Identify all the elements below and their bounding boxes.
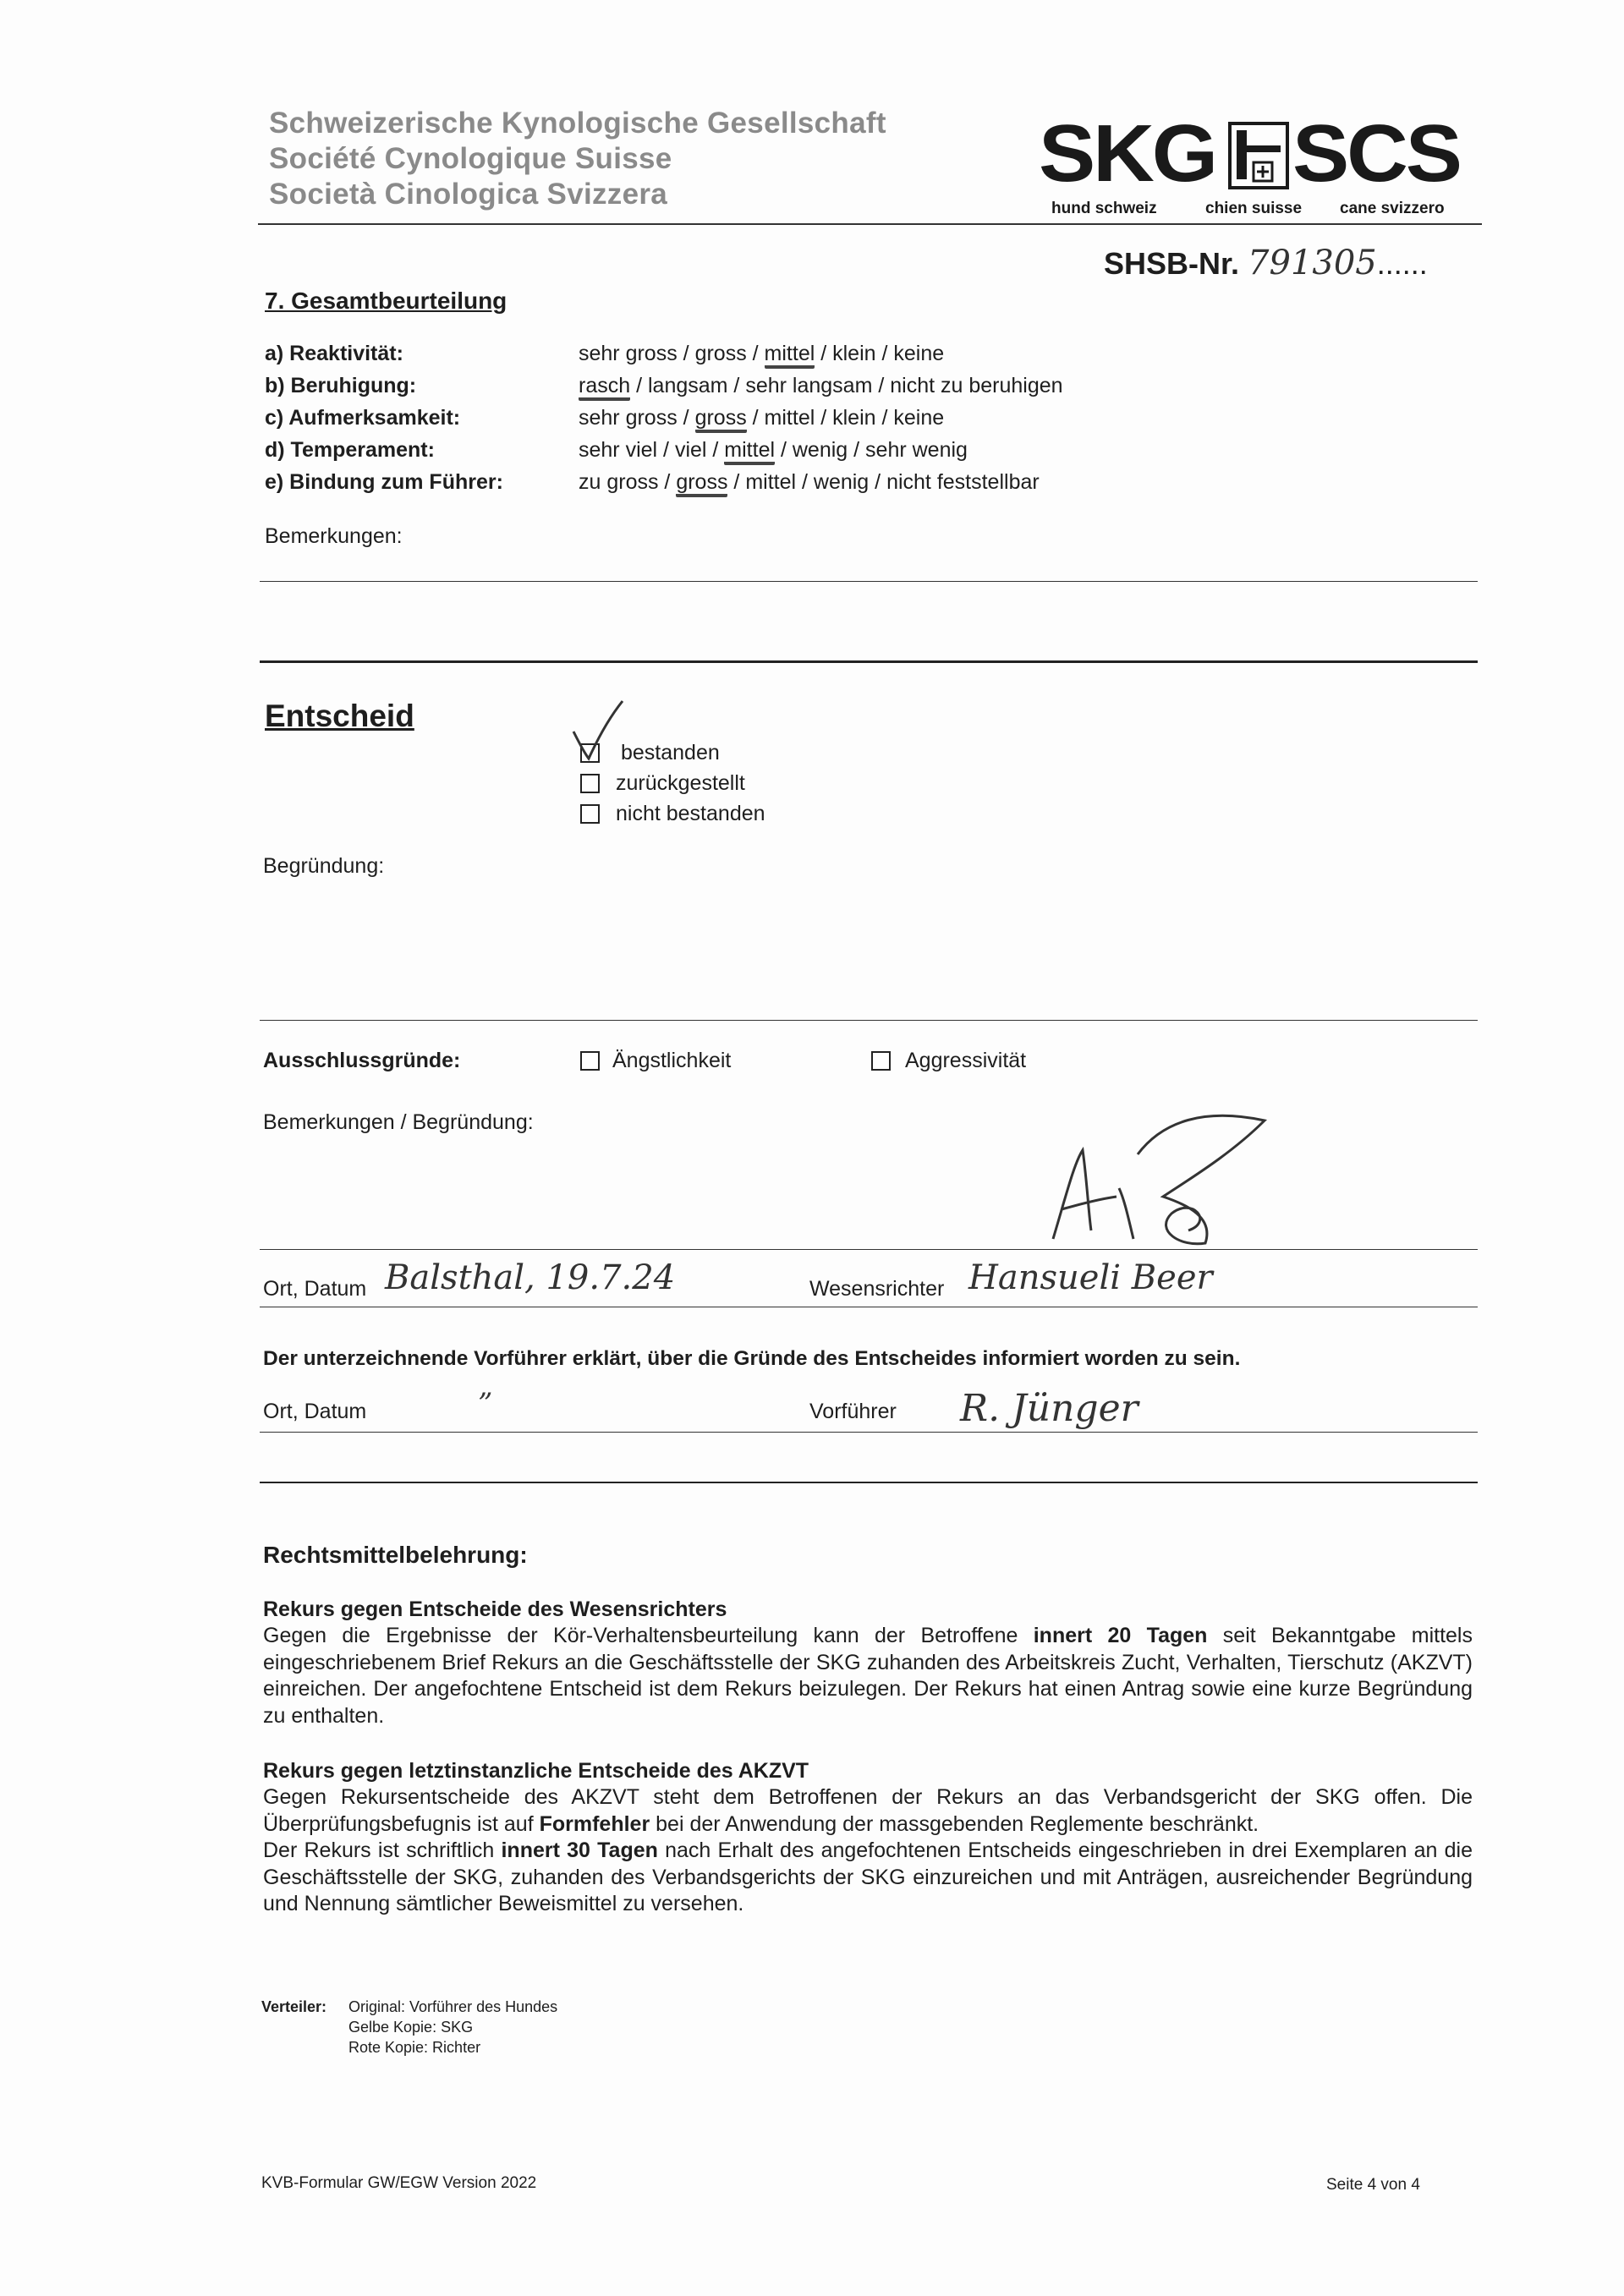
assessment-option[interactable]: zu gross	[579, 470, 659, 494]
rekurs-3-text	[263, 1838, 1473, 1918]
assessment-label: c) Aufmerksamkeit:	[265, 406, 461, 430]
shsb-label: SHSB-Nr.	[1104, 246, 1240, 281]
section-divider	[260, 660, 1478, 663]
checkbox-aengstlichkeit[interactable]	[580, 1051, 600, 1071]
rekurs-1-text	[263, 1623, 1473, 1729]
shsb-dots: ......	[1376, 246, 1428, 281]
rechtsmittel-title: Rechtsmittelbelehrung:	[263, 1542, 528, 1568]
assessment-option[interactable]: sehr wenig	[865, 438, 968, 462]
assessment-option[interactable]: mittel	[745, 470, 797, 494]
signature-line-vorfuehrer	[260, 1432, 1478, 1433]
dog-house-icon	[1228, 122, 1289, 189]
option-aengstlichkeit: Ängstlichkeit	[612, 1049, 732, 1072]
footer-page-number: Seite 4 von 4	[1326, 2176, 1420, 2194]
rekurs-2-title: Rekurs gegen letztinstanzliche Entscheide des AKZVT	[263, 1759, 809, 1783]
signature-line-top	[260, 1249, 1478, 1250]
verteiler-label: Verteiler:	[261, 1998, 327, 2015]
begruendung-line[interactable]	[260, 1020, 1478, 1021]
shsb-value[interactable]: 791305	[1248, 244, 1377, 282]
rekurs-2-formfehler: Formfehler	[539, 1811, 650, 1836]
assessment-options: sehr gross / gross / mittel / klein / keine	[579, 342, 944, 366]
logo-sub-de: hund schweiz	[1051, 200, 1157, 217]
assessment-option[interactable]: nicht zu beruhigen	[890, 374, 1063, 397]
decision-option-label: zurückgestellt	[616, 771, 745, 795]
wesensrichter-value[interactable]: Hansueli Beer	[968, 1258, 1213, 1297]
ausschluss-remarks-label: Bemerkungen / Begründung:	[263, 1110, 534, 1134]
assessment-option[interactable]: sehr langsam	[745, 374, 873, 397]
assessment-options: sehr viel / viel / mittel / wenig / sehr wenig	[579, 438, 968, 463]
verteiler-item: Original: Vorführer des Hundes	[348, 1998, 558, 2015]
rekurs-1-text-c: seit Bekanntgabe mittels eingeschriebenem Brief Rekurs an die Geschäftsstelle der SKG zuhanden des Arbeitskreis Zucht, Verhalten, Tierschutz (AKZVT) einreichen. Der angefochtene Entscheid ist dem Rekurs beizulegen. Der Rekurs hat einen Antrag sowie eine kurze Begründung zu enthalten.	[263, 1624, 1473, 1728]
assessment-options: zu gross / gross / mittel / wenig / nicht feststellbar	[579, 470, 1040, 495]
remarks-label: Bemerkungen:	[265, 524, 403, 548]
rekurs-1-text-a: Gegen die Ergebnisse der Kör-Verhaltensbeurteilung kann der Betroffene	[263, 1624, 1034, 1647]
ausschluss-label: Ausschlussgründe:	[263, 1049, 461, 1072]
decision-option-label: nicht bestanden	[616, 802, 765, 825]
ort-datum2-value[interactable]: ”	[478, 1387, 493, 1421]
rekurs-3-text-c: nach Erhalt des angefochtenen Entscheids eingeschrieben in drei Exemplaren an die Geschäftsstelle der SKG, zuhanden des Verbandsgerichts der SKG einzureichen und mit Anträgen, ausreichender Begründung und Nennung sämtlicher Beweismittel zu versehen.	[263, 1838, 1473, 1915]
section-title-entscheid: Entscheid	[265, 699, 414, 733]
ort-datum2-label: Ort, Datum	[263, 1400, 367, 1423]
section-title-gesamtbeurteilung: 7. Gesamtbeurteilung	[265, 288, 508, 314]
logo-sub-fr: chien suisse	[1205, 200, 1303, 217]
rekurs-2-text	[263, 1784, 1473, 1838]
assessment-option[interactable]: sehr gross	[579, 342, 678, 365]
assessment-option[interactable]: gross	[694, 342, 747, 365]
assessment-label: a) Reaktivität:	[265, 342, 403, 365]
assessment-option[interactable]: mittel	[764, 406, 815, 430]
assessment-option[interactable]: nicht feststellbar	[886, 470, 1040, 494]
assessment-options: sehr gross / gross / mittel / klein / keine	[579, 406, 944, 430]
rekurs-2-text-a: Gegen Rekursentscheide des AKZVT steht dem Betroffenen der Rekurs an das Verbandsgericht der SKG offen. Die Überprüfungsbefugnis ist auf	[263, 1785, 1473, 1836]
decision-option-label: bestanden	[621, 741, 720, 764]
vorfuehrer-label: Vorführer	[809, 1400, 897, 1423]
assessment-option[interactable]: klein	[832, 406, 876, 430]
judge-signature-scribble	[1045, 1104, 1273, 1247]
decision-checkbox[interactable]	[580, 804, 600, 824]
rekurs-3-text-a: Der Rekurs ist schriftlich	[263, 1838, 502, 1862]
assessment-option[interactable]: gross	[676, 470, 727, 497]
begruendung-label: Begründung:	[263, 854, 385, 878]
assessment-option[interactable]: rasch	[579, 374, 630, 401]
assessment-option[interactable]: mittel	[724, 438, 775, 465]
wesensrichter-label: Wesensrichter	[809, 1277, 945, 1301]
assessment-option[interactable]: keine	[893, 406, 945, 430]
rekurs-2-text-c: bei der Anwendung der massgebenden Reglemente beschränkt.	[650, 1811, 1259, 1836]
rekurs-3-deadline: innert 30 Tagen	[501, 1838, 658, 1862]
checkbox-aggressivitaet[interactable]	[871, 1051, 891, 1071]
decision-checkbox[interactable]	[580, 774, 600, 793]
assessment-option[interactable]: langsam	[647, 374, 728, 397]
assessment-option[interactable]: viel	[674, 438, 707, 462]
assessment-option[interactable]: gross	[695, 406, 747, 433]
org-name-fr: Société Cynologique Suisse	[269, 142, 672, 175]
rechtsmittel-section	[263, 1541, 1473, 1918]
verteiler-item: Gelbe Kopie: SKG	[348, 2019, 474, 2036]
verteiler-item: Rote Kopie: Richter	[348, 2039, 481, 2056]
header-divider	[258, 223, 1482, 225]
footer-form-version: KVB-Formular GW/EGW Version 2022	[261, 2174, 537, 2192]
section-divider-2	[260, 1482, 1478, 1483]
org-name-it: Società Cinologica Svizzera	[269, 178, 668, 211]
assessment-option[interactable]: keine	[893, 342, 945, 365]
rekurs-1-deadline: innert 20 Tagen	[1033, 1624, 1208, 1647]
assessment-label: e) Bindung zum Führer:	[265, 470, 503, 494]
logo-sub-it: cane svizzero	[1340, 200, 1445, 217]
ort-datum-label: Ort, Datum	[263, 1277, 367, 1301]
assessment-option[interactable]: sehr gross	[579, 406, 678, 430]
assessment-label: d) Temperament:	[265, 438, 435, 462]
assessment-option[interactable]: wenig	[813, 470, 870, 494]
assessment-option[interactable]: klein	[832, 342, 876, 365]
rekurs-1-title: Rekurs gegen Entscheide des Wesensrichters	[263, 1597, 727, 1621]
option-aggressivitaet: Aggressivität	[905, 1049, 1027, 1072]
declaration-text: Der unterzeichnende Vorführer erklärt, über die Gründe des Entscheides informiert worden zu sein.	[263, 1347, 1241, 1370]
ort-datum-value[interactable]: Balsthal, 19.7.24	[385, 1258, 676, 1297]
assessment-option[interactable]: wenig	[792, 438, 848, 462]
vorfuehrer-value[interactable]: R. Jünger	[960, 1387, 1138, 1430]
logo-scs: SCS	[1292, 108, 1460, 199]
remarks-line[interactable]	[260, 581, 1478, 582]
assessment-label: b) Beruhigung:	[265, 374, 417, 397]
org-name-de: Schweizerische Kynologische Gesellschaft	[269, 107, 886, 140]
logo-skg: SKG	[1039, 108, 1215, 199]
assessment-option[interactable]: mittel	[765, 342, 815, 369]
checkmark-icon	[567, 698, 626, 765]
assessment-options: rasch / langsam / sehr langsam / nicht zu beruhigen	[579, 374, 1063, 398]
shsb-number	[1104, 244, 1428, 282]
assessment-option[interactable]: sehr viel	[579, 438, 658, 462]
